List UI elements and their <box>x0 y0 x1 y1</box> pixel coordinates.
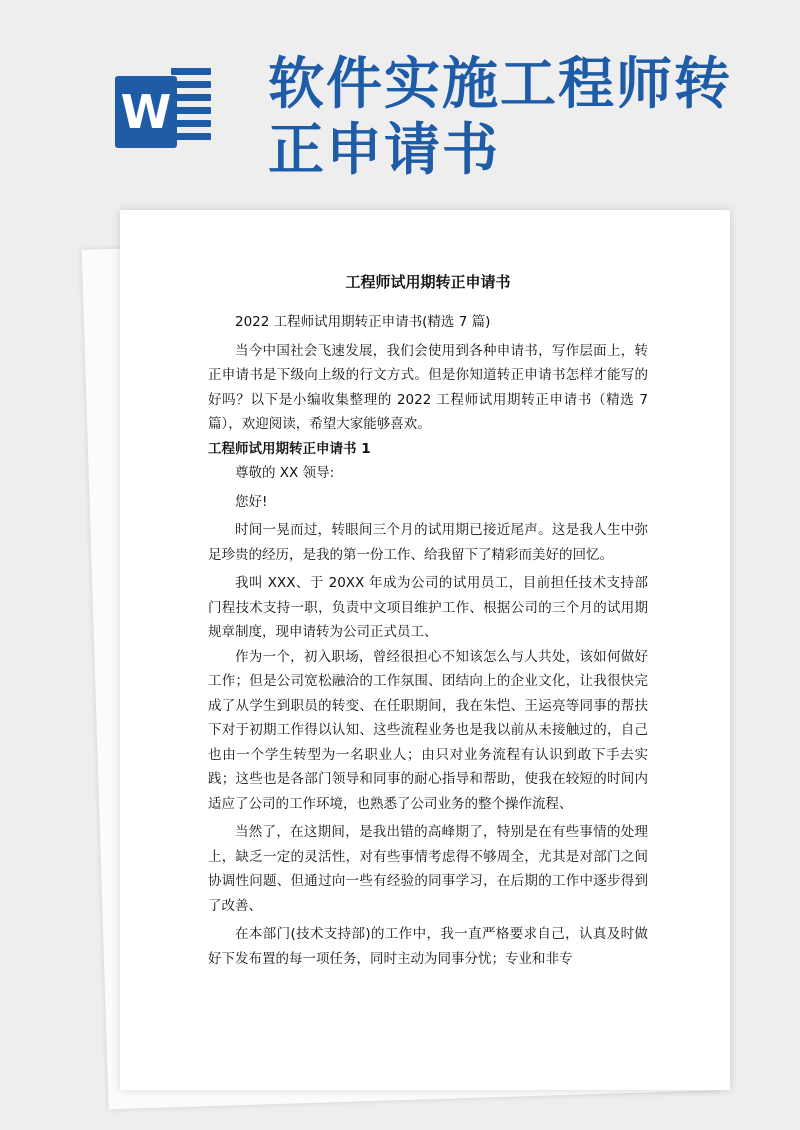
section-heading: 工程师试用期转正申请书 1 <box>208 440 371 457</box>
doc-paragraph-salutation: 尊敬的 XX 领导: <box>235 465 335 481</box>
banner <box>0 0 800 200</box>
doc-paragraph: 时间一晃而过，转眼间三个月的试用期已接近尾声。这是我人生中弥足珍贵的经历，是我的第一份工作、给我留下了精彩而美好的回忆。 <box>208 522 648 563</box>
word-icon-lines <box>171 68 211 156</box>
doc-paragraph: 当然了，在这期间，是我出错的高峰期了，特别是在有些事情的处理上，缺乏一定的灵活性，对有些事情考虑得不够周全，尤其是对部门之间协调性问题、但通过向一些有经验的同事学习，在后期的工作中逐步得到了改善、 <box>208 824 648 914</box>
doc-paragraph-greeting: 您好! <box>235 493 268 510</box>
doc-paragraph-subtitle: 2022 工程师试用期转正申请书(精选 7 篇) <box>235 314 491 330</box>
document-body <box>208 268 648 971</box>
doc-paragraph: 在本部门(技术支持部)的工作中，我一直严格要求自己，认真及时做好下发布置的每一项任务，同时主动为同事分忧；专业和非专 <box>208 926 648 967</box>
document-page <box>120 210 730 1090</box>
doc-paragraph: 我叫 XXX、于 20XX 年成为公司的试用员工，目前担任技术支持部门程技术支持一职，负责中文项目维护工作、根据公司的三个月的试用期规章制度，现申请转为公司正式员工、 <box>208 575 648 640</box>
banner-title: 软件实施工程师转正申请书 <box>268 52 732 183</box>
doc-paragraph-intro: 当今中国社会飞速发展，我们会使用到各种申请书，写作层面上，转正申请书是下级向上级的行文方式。但是你知道转正申请书怎样才能写的好吗？以下是小编收集整理的 2022 工程师试用期转正申请书（精选 7 篇），欢迎阅读，希望大家能够喜欢。 <box>208 342 648 432</box>
doc-paragraph: 作为一个，初入职场，曾经很担心不知该怎么与人共处，该如何做好工作；但是公司宽松融洽的工作氛围、团结向上的企业文化，让我很快完成了从学生到职员的转变、在任职期间，我在朱恺、王运亮等同事的帮扶下对于初期工作得以认知、这些流程业务也是我以前从未接触过的，自己也由一个学生转型为一名职业人；由只对业务流程有认识到敢下手去实践；这些也是各部门领导和同事的耐心指导和帮助，使我在较短的时间内适应了公司的工作环境，也熟悉了公司业务的整个操作流程、 <box>208 648 648 812</box>
word-document-icon <box>115 68 215 158</box>
document-title: 工程师试用期转正申请书 <box>345 273 511 291</box>
word-icon-letter: W <box>115 76 177 148</box>
